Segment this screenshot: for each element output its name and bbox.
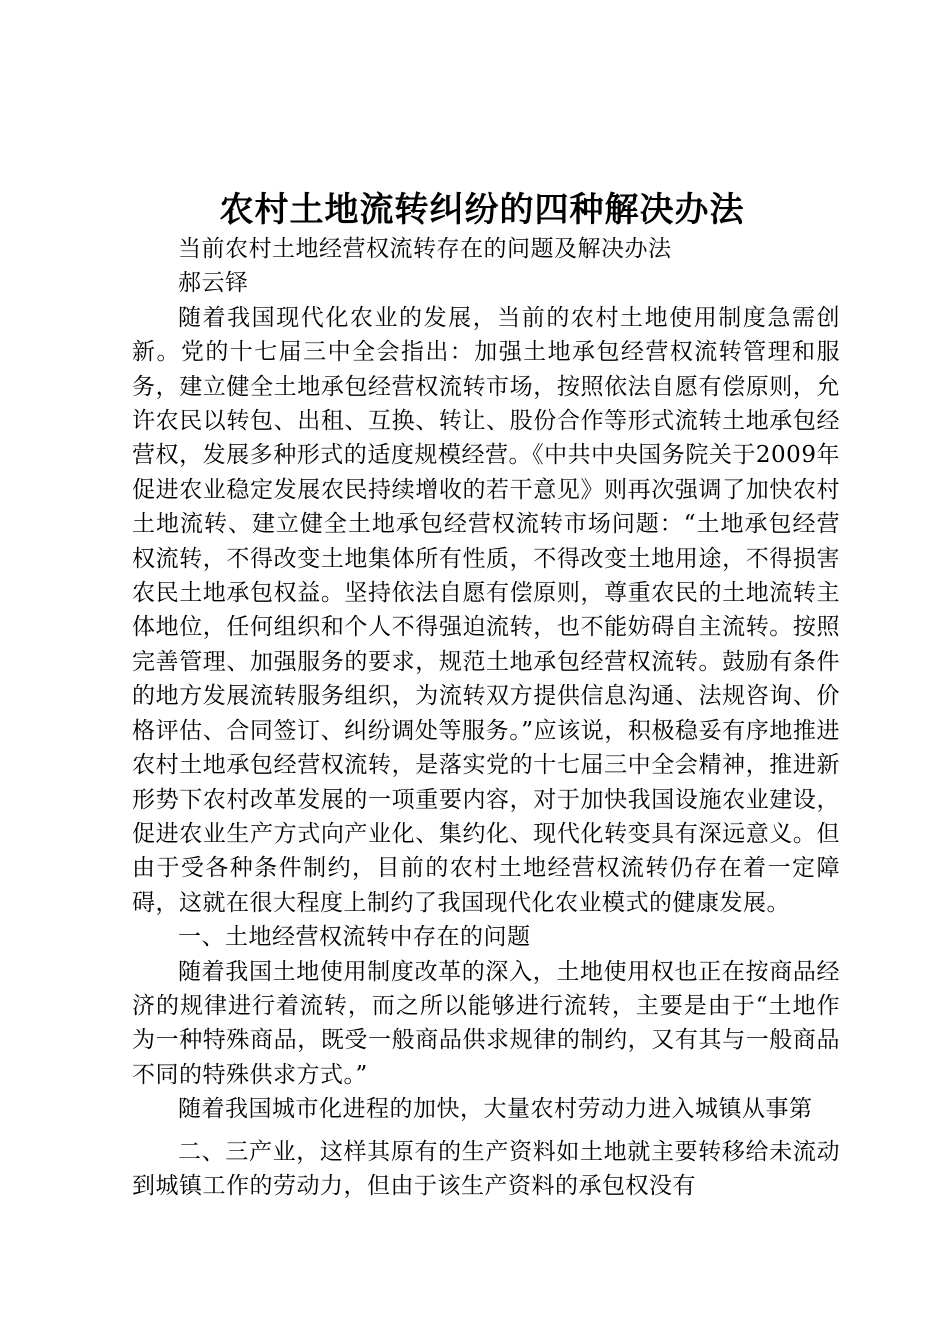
document-title: 农村土地流转纠纷的四种解决办法 [219,190,745,230]
section-heading: 一、土地经营权流转中存在的问题 [178,924,531,951]
author-paragraph: 郝云铎 [178,270,249,297]
document-body [132,232,840,1203]
body-paragraph: 二、三产业，这样其原有的生产资料如土地就主要转移给未流动到城镇工作的劳动力，但由于该生产资料的承包权没有 [132,1138,840,1199]
subtitle-paragraph: 当前农村土地经营权流转存在的问题及解决办法 [178,236,672,262]
body-paragraph: 随着我国城市化进程的加快，大量农村劳动力进入城镇从事第 [178,1096,813,1123]
body-paragraph: 随着我国现代化农业的发展，当前的农村土地使用制度急需创新。党的十七届三中全会指出：加强土地承包经营权流转管理和服务，建立健全土地承包经营权流转市场，按照依法自愿有偿原则，允许农民以转包、出租、互换、转让、股份合作等形式流转土地承包经营权，发展多种形式的适度规模经营。《中共中央国务院关于2009年促进农业稳定发展农民持续增收的若干意见》则再次强调了加快农村土地流转、建立健全土地承包经营权流转市场问题：“土地承包经营权流转，不得改变土地集体所有性质，不得改变土地用途，不得损害农民土地承包权益。坚持依法自愿有偿原则，尊重农民的土地流转主体地位，任何组织和个人不得强迫流转，也不能妨碍自主流转。按照完善管理、加强服务的要求，规范土地承包经营权流转。鼓励有条件的地方发展流转服务组织，为流转双方提供信息沟通、法规咨询、价格评估、合同签订、纠纷调处等服务。”应该说，积极稳妥有序地推进农村土地承包经营权流转，是落实党的十七届三中全会精神，推进新形势下农村改革发展的一项重要内容，对于加快我国设施农业建设，促进农业生产方式向产业化、集约化、现代化转变具有深远意义。但由于受各种条件制约，目前的农村土地经营权流转仍存在着一定障碍，这就在很大程度上制约了我国现代化农业模式的健康发展。 [132,304,840,916]
body-paragraph: 随着我国土地使用制度改革的深入，土地使用权也正在按商品经济的规律进行着流转，而之所以能够进行流转，主要是由于“土地作为一种特殊商品，既受一般商品供求规律的制约，又有其与一般商品不同的特殊供求方式。” [132,958,840,1088]
